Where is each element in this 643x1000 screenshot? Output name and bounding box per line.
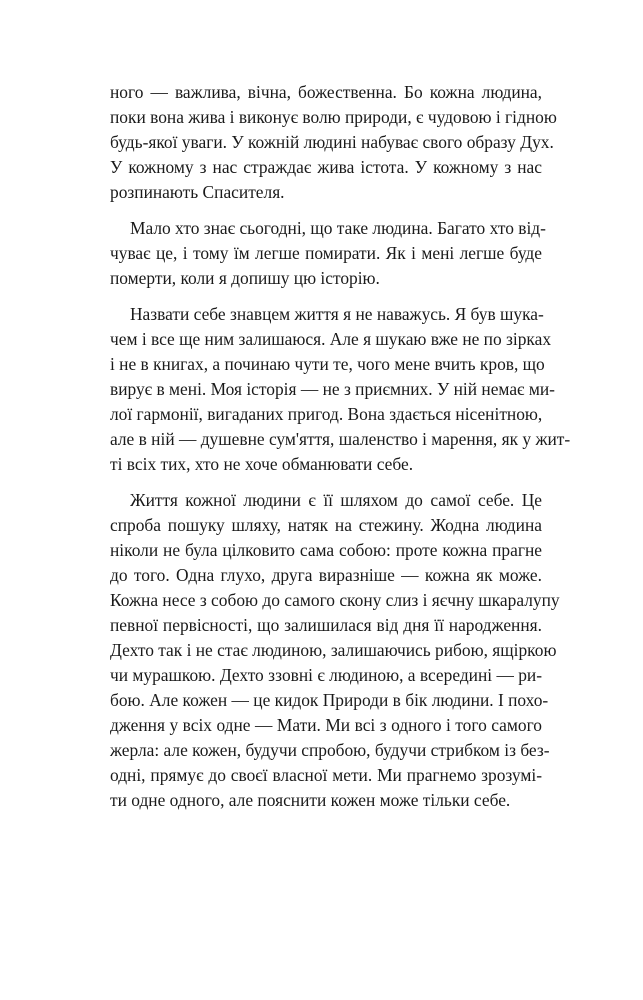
text-line: Кожна несе з собою до самого скону слиз і яєчну шкаралупу — [110, 590, 560, 610]
text-line: У кожному з нас страждає жива істота. У кожному з нас — [110, 157, 542, 177]
text-line: лої гармонії, вигаданих пригод. Вона здається нісенітною, — [110, 404, 543, 424]
text-line: бою. Але кожен — це кидок Природи в бік людини. І похо- — [110, 690, 549, 710]
text-line: Дехто так і не стає людиною, залишаючись рибою, ящіркою — [110, 640, 557, 660]
text-line: одні, прямує до своєї власної мети. Ми прагнемо зрозумі- — [110, 765, 542, 785]
text-line: ного — важлива, вічна, божественна. Бо кожна людина, — [110, 82, 542, 102]
text-line: спроба пошуку шляху, натяк на стежину. Жодна людина — [110, 515, 542, 535]
text-line: Мало хто знає сьогодні, що таке людина. Багато хто від- — [130, 218, 546, 238]
text-line: розпинають Спасителя. — [110, 182, 285, 202]
text-line: Назвати себе знавцем життя я не наважусь. Я був шука- — [130, 304, 544, 324]
text-line: чи мурашкою. Дехто ззовні є людиною, а всередині — ри- — [110, 665, 542, 685]
text-line: до того. Одна глухо, друга виразніше — кожна як може. — [110, 565, 542, 585]
text-line: ніколи не була цілковито сама собою: проте кожна прагне — [110, 540, 542, 560]
text-line: поки вона жива і виконує волю природи, є чудовою і гідною — [110, 107, 557, 127]
text-line: померти, коли я допишу цю історію. — [110, 268, 380, 288]
text-line: але в ній — душевне сум'яття, шаленство і марення, як у жит- — [110, 429, 571, 449]
text-line: чем і все ще ним залишаюся. Але я шукаю вже не по зірках — [110, 329, 552, 349]
text-line: жерла: але кожен, будучи спробою, будучи стрибком із без- — [110, 740, 550, 760]
paragraph-3 — [110, 302, 571, 477]
text-line: ти одне одного, але пояснити кожен може тільки себе. — [110, 790, 511, 810]
text-line: вирує в мені. Моя історія — не з приємних. У ній немає ми- — [110, 379, 555, 399]
text-line: дження у всіх одне — Мати. Ми всі з одного і того самого — [110, 715, 542, 735]
paragraph-2 — [110, 216, 546, 291]
text-line: і не в книгах, а починаю чути те, чого мене вчить кров, що — [110, 354, 545, 374]
text-line: Життя кожної людини є її шляхом до самої себе. Це — [130, 490, 542, 510]
body-text — [110, 80, 571, 813]
paragraph-1 — [110, 80, 557, 205]
text-line: чуває це, і тому їм легше помирати. Як і мені легше буде — [110, 243, 542, 263]
paragraph-4 — [110, 488, 560, 813]
text-line: будь-якої уваги. У кожній людині набуває свого образу Дух. — [110, 132, 554, 152]
text-line: певної первісності, що залишилася від дня її народження. — [110, 615, 542, 635]
text-line: ті всіх тих, хто не хоче обманювати себе. — [110, 454, 414, 474]
